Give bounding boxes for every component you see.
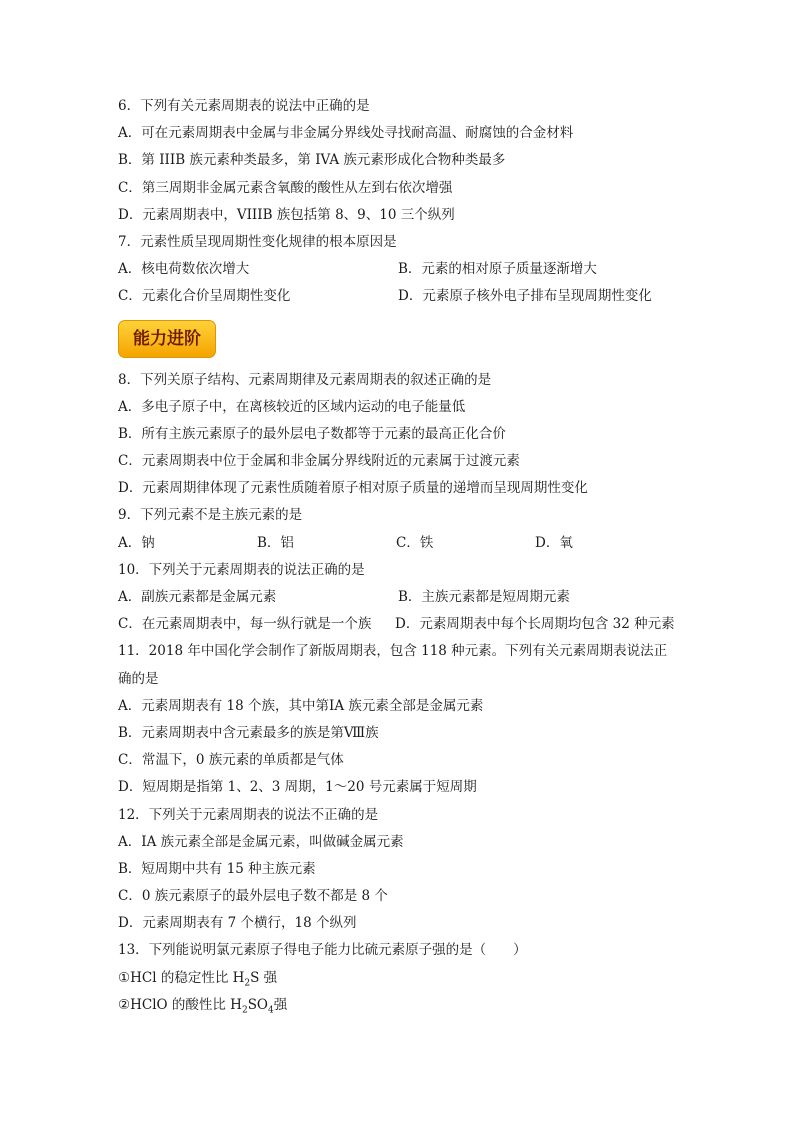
q8-option-c: C．元素周期表中位于金属和非金属分界线附近的元素属于过渡元素	[118, 453, 520, 470]
q13-item-1-text-end: S 强	[250, 969, 278, 986]
q7-option-b: B．元素的相对原子质量逐渐增大	[398, 261, 597, 278]
q9-option-a: A．钠	[118, 534, 155, 551]
q10-stem: 10．下列关于元素周期表的说法正确的是	[118, 561, 365, 578]
q8-option-d: D．元素周期律体现了元素性质随着原子相对原子质量的递增而呈现周期性变化	[118, 480, 588, 497]
q8-stem: 8．下列关原子结构、元素周期律及元素周期表的叙述正确的是	[118, 371, 492, 388]
q9-options-row	[118, 530, 688, 557]
q13-item-2-subscript-1: 2	[241, 1005, 248, 1016]
q6-option-d: D．元素周期表中，VIIIB 族包括第 8、9、10 三个纵列	[118, 206, 455, 223]
section-badge: 能力进阶	[118, 320, 216, 358]
q12-option-d: D．元素周期表有 7 个横行，18 个纵列	[118, 915, 357, 932]
document-content	[118, 93, 688, 1019]
q13-stem: 13．下列能说明氯元素原子得电子能力比硫元素原子强的是（ ）	[118, 942, 527, 959]
q9-option-d: D．氧	[535, 534, 573, 551]
q9-stem: 9．下列元素不是主族元素的是	[118, 507, 303, 524]
q10-options-row-1	[118, 584, 688, 611]
q13-item-2	[118, 992, 688, 1019]
q13-item-1	[118, 965, 688, 992]
q11-option-d: D．短周期是指第 1、2、3 周期，1～20 号元素属于短周期	[118, 779, 477, 796]
q9-option-b: B．铝	[257, 534, 294, 551]
q12-option-c: C．0 族元素原子的最外层电子数不都是 8 个	[118, 888, 388, 905]
q13-item-2-subscript-2: 4	[268, 1005, 274, 1016]
q11-stem-line-2: 确的是	[118, 670, 159, 687]
q7-option-c: C．元素化合价呈周期性变化	[118, 288, 291, 305]
q10-options-row-2	[118, 611, 688, 638]
q12-stem: 12．下列关于元素周期表的说法不正确的是	[118, 806, 379, 823]
q10-option-b: B．主族元素都是短周期元素	[398, 589, 570, 605]
q6-option-a: A．可在元素周期表中金属与非金属分界线处寻找耐高温、耐腐蚀的合金材料	[118, 125, 574, 142]
q13-item-1-text: ①HCl 的稳定性比 H	[118, 969, 245, 986]
q11-option-a: A．元素周期表有 18 个族，其中第ⅠA 族元素全部是金属元素	[118, 697, 484, 714]
q7-options-row-2	[118, 283, 688, 310]
q13-item-1-subscript: 2	[244, 978, 251, 989]
q10-option-a: A．副族元素都是金属元素	[118, 589, 277, 605]
q13-item-2-text-end: 强	[273, 996, 288, 1013]
q8-option-a: A．多电子原子中，在离核较近的区域内运动的电子能量低	[118, 398, 466, 415]
q7-stem: 7．元素性质呈现周期性变化规律的根本原因是	[118, 233, 397, 250]
q11-option-c: C．常温下，0 族元素的单质都是气体	[118, 752, 344, 769]
q8-option-b: B．所有主族元素原子的最外层电子数都等于元素的最高正化合价	[118, 425, 506, 442]
q10-option-c: C．在元素周期表中，每一纵行就是一个族	[118, 616, 372, 633]
q11-stem-line-1: 11．2018 年中国化学会制作了新版周期表，包含 118 种元素。下列有关元素周期表说法正	[118, 643, 668, 660]
q6-stem: 6．下列有关元素周期表的说法中正确的是	[118, 98, 370, 114]
section-header	[118, 311, 688, 367]
q6-option-c: C．第三周期非金属元素含氧酸的酸性从左到右依次增强	[118, 179, 453, 196]
q9-option-c: C．铁	[396, 534, 434, 551]
q13-item-2-text-mid: SO	[247, 996, 269, 1013]
q12-option-a: A．IA 族元素全部是金属元素，叫做碱金属元素	[118, 833, 404, 850]
q11-option-b: B．元素周期表中含元素最多的族是第Ⅷ族	[118, 724, 379, 741]
q13-item-2-text: ②HClO 的酸性比 H	[118, 996, 242, 1013]
q10-option-d: D．元素周期表中每个长周期均包含 32 种元素	[395, 616, 675, 633]
q7-option-d: D．元素原子核外电子排布呈现周期性变化	[398, 288, 652, 305]
q7-option-a: A．核电荷数依次增大	[118, 261, 250, 278]
q7-options-row-1	[118, 256, 688, 283]
q12-option-b: B．短周期中共有 15 种主族元素	[118, 860, 316, 877]
q6-option-b: B．第 IIIB 族元素种类最多，第 IVA 族元素形成化合物种类最多	[118, 152, 506, 169]
